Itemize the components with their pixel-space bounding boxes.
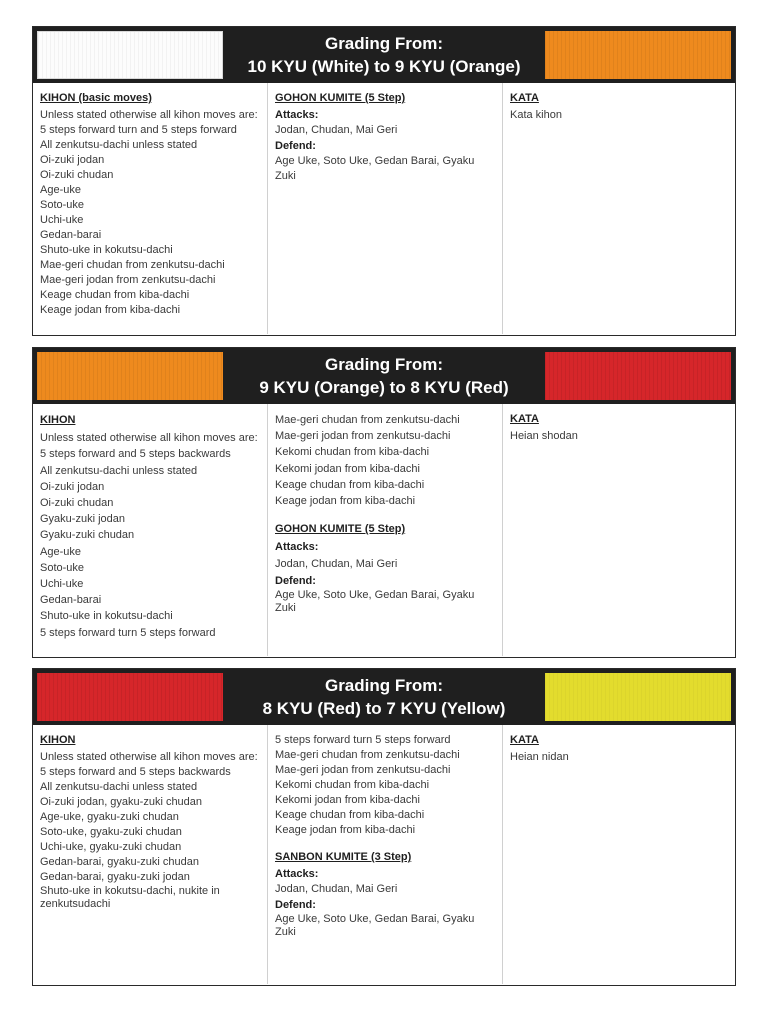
kick-item: Kekomi jodan from kiba-dachi xyxy=(275,794,420,806)
kihon-item: Oi-zuki chudan xyxy=(40,169,114,181)
kihon-intro: Unless stated otherwise all kihon moves are: xyxy=(40,432,258,445)
kumite-column xyxy=(268,404,503,656)
kick-item: Keage jodan from kiba-dachi xyxy=(275,495,416,508)
title-line-1: Grading From: xyxy=(324,355,444,374)
title-line-2: 10 KYU (White) to 9 KYU (Orange) xyxy=(247,57,521,76)
kihon-column xyxy=(33,83,268,334)
kata-heading: KATA xyxy=(510,92,539,104)
kata-heading: KATA xyxy=(510,734,539,746)
kihon-item: Age-uke, gyaku-zuki chudan xyxy=(40,811,179,823)
kick-item: 5 steps forward turn 5 steps forward xyxy=(275,734,451,746)
kihon-item: Soto-uke xyxy=(40,561,85,574)
kihon-item: Uchi-uke xyxy=(40,578,84,591)
kata-name: Heian shodan xyxy=(510,430,578,442)
kihon-intro: Unless stated otherwise all kihon moves are: xyxy=(40,109,258,121)
section-header xyxy=(33,669,735,725)
title-line-2: 8 KYU (Red) to 7 KYU (Yellow) xyxy=(262,699,506,718)
kihon-item: Gyaku-zuki chudan xyxy=(40,529,135,542)
title-line-2: 9 KYU (Orange) to 8 KYU (Red) xyxy=(259,378,509,397)
orange-belt-swatch xyxy=(37,352,223,400)
kihon-item: Gedan-barai, gyaku-zuki chudan xyxy=(40,856,199,868)
kumite-heading: SANBON KUMITE (3 Step) xyxy=(275,851,412,863)
section-columns xyxy=(33,83,735,334)
kihon-item: Gyaku-zuki jodan xyxy=(40,513,125,526)
kihon-item: 5 steps forward turn 5 steps forward xyxy=(40,626,216,639)
kihon-item: Oi-zuki jodan xyxy=(40,154,105,166)
kumite-heading: GOHON KUMITE (5 Step) xyxy=(275,523,406,536)
title-line-1: Grading From: xyxy=(324,676,444,695)
kihon-item: Shuto-uke in kokutsu-dachi xyxy=(40,610,173,623)
kata-column xyxy=(503,404,735,656)
spacer xyxy=(275,509,495,521)
kihon-item: All zenkutsu-dachi unless stated xyxy=(40,781,198,793)
attacks-list: Jodan, Chudan, Mai Geri xyxy=(275,124,398,136)
kihon-item: All zenkutsu-dachi unless stated xyxy=(40,464,198,477)
kumite-column xyxy=(268,83,503,334)
kihon-item: Mae-geri chudan from zenkutsu-dachi xyxy=(40,259,225,271)
kihon-item: Gedan-barai, gyaku-zuki jodan xyxy=(40,871,190,883)
kata-heading: KATA xyxy=(510,413,539,425)
attacks-label: Attacks: xyxy=(275,541,319,554)
kihon-item: 5 steps forward and 5 steps backwards xyxy=(40,766,231,778)
kata-column xyxy=(503,83,735,334)
defend-label: Defend: xyxy=(275,140,316,152)
kihon-item: Uchi-uke, gyaku-zuki chudan xyxy=(40,841,182,853)
kihon-heading: KIHON xyxy=(40,734,76,746)
attacks-label: Attacks: xyxy=(275,109,319,121)
kihon-item: Oi-zuki jodan xyxy=(40,480,105,493)
attacks-list: Jodan, Chudan, Mai Geri xyxy=(275,557,398,570)
kihon-item: Uchi-uke xyxy=(40,214,84,226)
kihon-item: 5 steps forward and 5 steps backwards xyxy=(40,448,231,461)
kick-item: Mae-geri jodan from zenkutsu-dachi xyxy=(275,430,451,443)
kihon-item: Oi-zuki jodan, gyaku-zuki chudan xyxy=(40,796,203,808)
kick-item: Mae-geri jodan from zenkutsu-dachi xyxy=(275,764,451,776)
kihon-heading: KIHON xyxy=(40,414,76,426)
kick-item: Mae-geri chudan from zenkutsu-dachi xyxy=(275,414,460,426)
section-title xyxy=(229,353,539,399)
defend-label: Defend: xyxy=(275,899,316,911)
defend-list: Age Uke, Soto Uke, Gedan Barai, Gyaku Zuki xyxy=(275,155,475,182)
defend-label: Defend: xyxy=(275,574,316,587)
white-belt-swatch xyxy=(37,31,223,79)
kihon-item: Keage chudan from kiba-dachi xyxy=(40,289,190,301)
kihon-intro: Unless stated otherwise all kihon moves are: xyxy=(40,751,258,763)
yellow-belt-swatch xyxy=(545,673,731,721)
kick-item: Kekomi chudan from kiba-dachi xyxy=(275,446,430,459)
kihon-item: Mae-geri jodan from zenkutsu-dachi xyxy=(40,274,216,286)
orange-belt-swatch xyxy=(545,31,731,79)
kumite-heading: GOHON KUMITE (5 Step) xyxy=(275,92,406,104)
red-belt-swatch xyxy=(545,352,731,400)
defend-list: Age Uke, Soto Uke, Gedan Barai, Gyaku Zuki xyxy=(275,913,475,938)
kihon-item: All zenkutsu-dachi unless stated xyxy=(40,139,198,151)
kihon-item: Shuto-uke in kokutsu-dachi xyxy=(40,244,173,256)
grading-section-3 xyxy=(32,668,736,986)
kihon-heading: KIHON (basic moves) xyxy=(40,92,152,104)
title-line-1: Grading From: xyxy=(324,34,444,53)
kick-item: Mae-geri chudan from zenkutsu-dachi xyxy=(275,749,460,761)
section-title xyxy=(229,32,539,78)
attacks-list: Jodan, Chudan, Mai Geri xyxy=(275,883,398,895)
kihon-column xyxy=(33,725,268,984)
kihon-item: Shuto-uke in kokutsu-dachi, nukite in zenkutsudachi xyxy=(40,885,220,910)
kihon-item: Keage jodan from kiba-dachi xyxy=(40,304,181,316)
defend-list: Age Uke, Soto Uke, Gedan Barai, Gyaku Zuki xyxy=(275,589,475,615)
kumite-column xyxy=(268,725,503,984)
kihon-column xyxy=(33,404,268,656)
kihon-item: Age-uke xyxy=(40,545,81,558)
attacks-label: Attacks: xyxy=(275,868,319,880)
kick-item: Keage jodan from kiba-dachi xyxy=(275,824,416,836)
section-header xyxy=(33,27,735,83)
grading-section-2 xyxy=(32,347,736,658)
kihon-item: Age-uke xyxy=(40,184,81,196)
section-title xyxy=(229,674,539,720)
kick-item: Keage chudan from kiba-dachi xyxy=(275,478,425,491)
kata-column xyxy=(503,725,735,984)
kihon-item: Gedan-barai xyxy=(40,594,102,607)
kata-name: Heian nidan xyxy=(510,751,569,763)
section-header xyxy=(33,348,735,404)
kihon-item: 5 steps forward turn and 5 steps forward xyxy=(40,124,237,136)
kick-item: Keage chudan from kiba-dachi xyxy=(275,809,425,821)
spacer xyxy=(275,838,495,850)
kihon-item: Gedan-barai xyxy=(40,229,102,241)
section-columns xyxy=(33,725,735,984)
grading-section-1 xyxy=(32,26,736,336)
kick-item: Kekomi jodan from kiba-dachi xyxy=(275,462,420,475)
kihon-item: Oi-zuki chudan xyxy=(40,497,114,510)
kick-item: Kekomi chudan from kiba-dachi xyxy=(275,779,430,791)
red-belt-swatch xyxy=(37,673,223,721)
kihon-item: Soto-uke xyxy=(40,199,85,211)
kata-name: Kata kihon xyxy=(510,109,562,121)
section-columns xyxy=(33,404,735,656)
kihon-item: Soto-uke, gyaku-zuki chudan xyxy=(40,826,182,838)
